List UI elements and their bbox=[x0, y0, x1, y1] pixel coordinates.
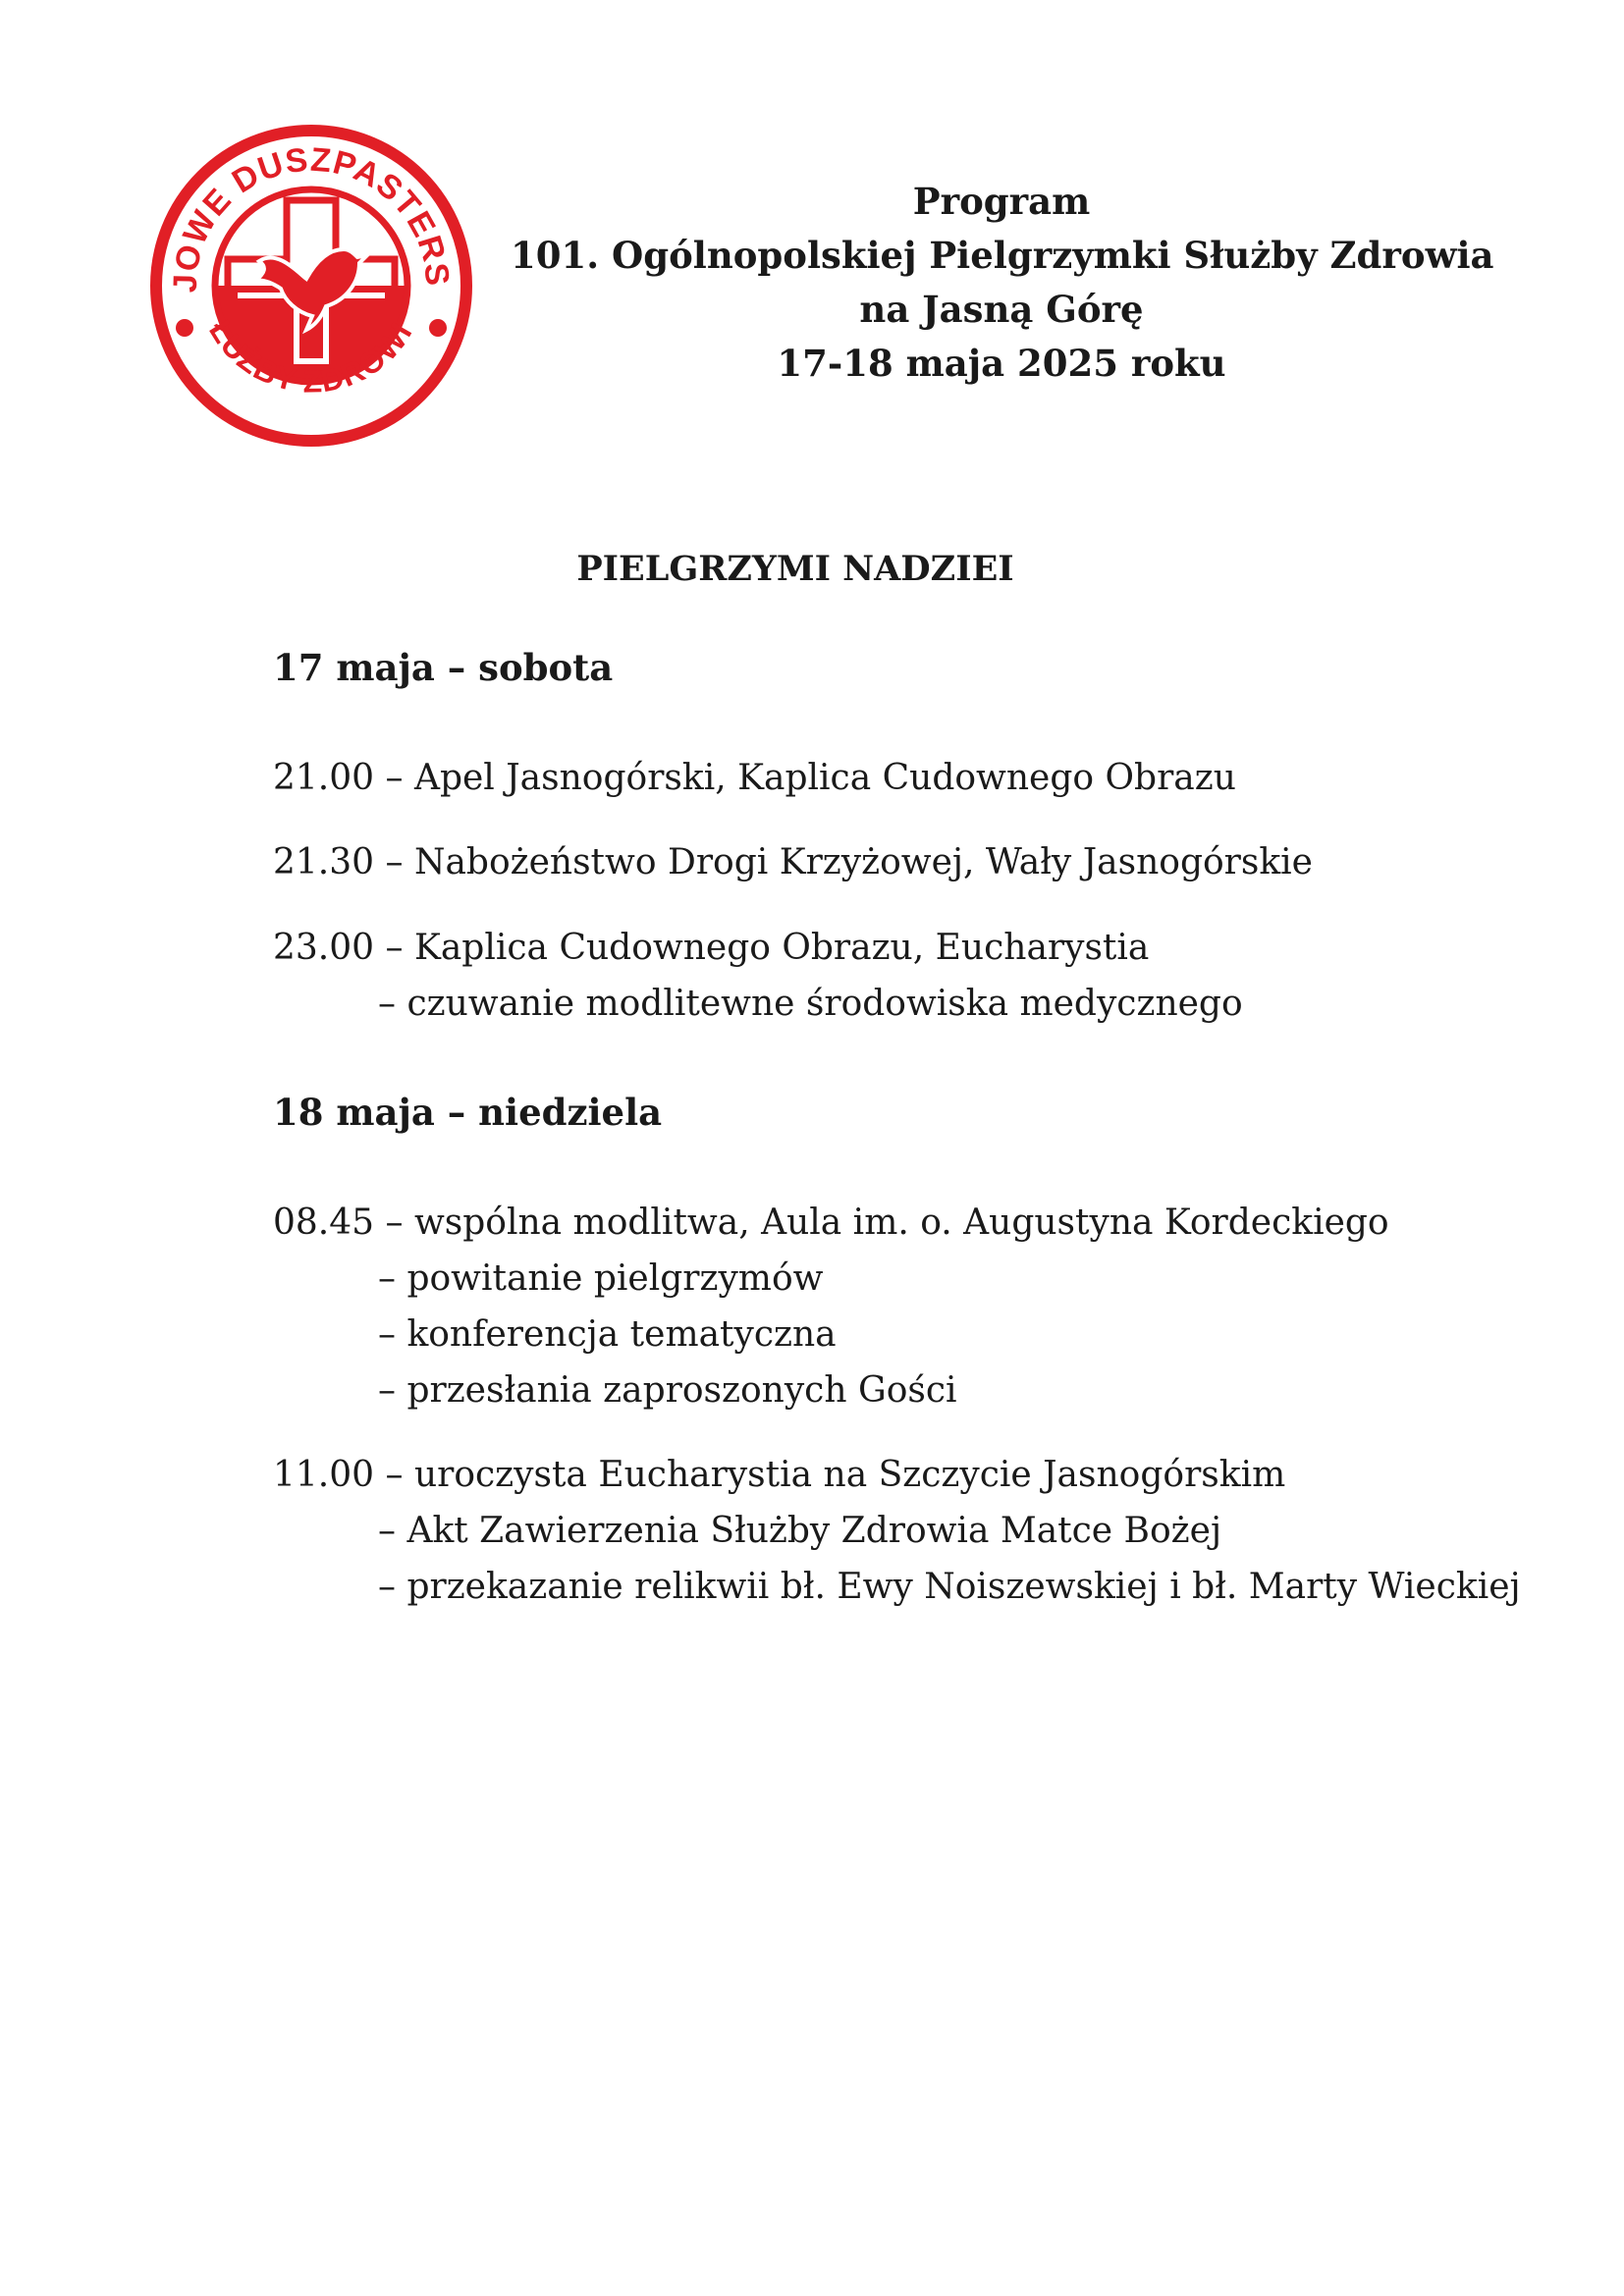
event-wspolna-modlitwa bbox=[273, 1195, 1389, 1418]
event-sub-line: – czuwanie modlitewne środowiska medycznego bbox=[378, 984, 1243, 1024]
motto: PIELGRZYMI NADZIEI bbox=[576, 549, 1014, 589]
logo-dot-left bbox=[176, 319, 193, 337]
day-heading-saturday: 17 maja – sobota bbox=[273, 646, 614, 689]
event-sub-line: – przekazanie relikwii bł. Ewy Noiszewskiej i bł. Marty Wieckiej bbox=[378, 1567, 1521, 1607]
logo-emblem bbox=[149, 124, 473, 448]
event-main-line: 21.00 – Apel Jasnogórski, Kaplica Cudownego Obrazu bbox=[273, 758, 1236, 798]
day-heading-sunday: 18 maja – niedziela bbox=[273, 1091, 663, 1134]
event-main-line: 08.45 – wspólna modlitwa, Aula im. o. Augustyna Kordeckiego bbox=[273, 1202, 1389, 1243]
title-line-3: na Jasną Górę bbox=[859, 288, 1144, 331]
logo-bottom-text: ŁUŻBY ZDROWI bbox=[202, 313, 419, 400]
event-sub-line: – przesłania zaproszonych Gości bbox=[378, 1370, 957, 1411]
event-main-line: 11.00 – uroczysta Eucharystia na Szczycie Jasnogórskim bbox=[273, 1455, 1286, 1495]
event-droga-krzyzowa bbox=[273, 834, 1313, 890]
event-main-line: 21.30 – Nabożeństwo Drogi Krzyżowej, Wały Jasnogórskie bbox=[273, 842, 1313, 882]
event-eucharystia-czuwanie bbox=[273, 920, 1243, 1032]
event-sub-line: – powitanie pielgrzymów bbox=[378, 1258, 824, 1299]
event-sub-line: – konferencja tematyczna bbox=[378, 1314, 837, 1355]
logo-top-text: JOWE DUSZPASTERS bbox=[166, 140, 457, 294]
event-apel bbox=[273, 750, 1236, 806]
event-main-line: 23.00 – Kaplica Cudownego Obrazu, Eucharystia bbox=[273, 928, 1150, 968]
title-line-4: 17-18 maja 2025 roku bbox=[777, 342, 1226, 385]
logo bbox=[149, 124, 473, 448]
event-sub-line: – Akt Zawierzenia Służby Zdrowia Matce Bożej bbox=[378, 1511, 1222, 1551]
document-title bbox=[511, 175, 1492, 391]
event-uroczysta-eucharystia bbox=[273, 1447, 1521, 1615]
title-line-2: 101. Ogólnopolskiej Pielgrzymki Służby Zdrowia bbox=[511, 234, 1494, 277]
title-line-1: Program bbox=[912, 180, 1091, 223]
logo-dot-right bbox=[429, 319, 447, 337]
